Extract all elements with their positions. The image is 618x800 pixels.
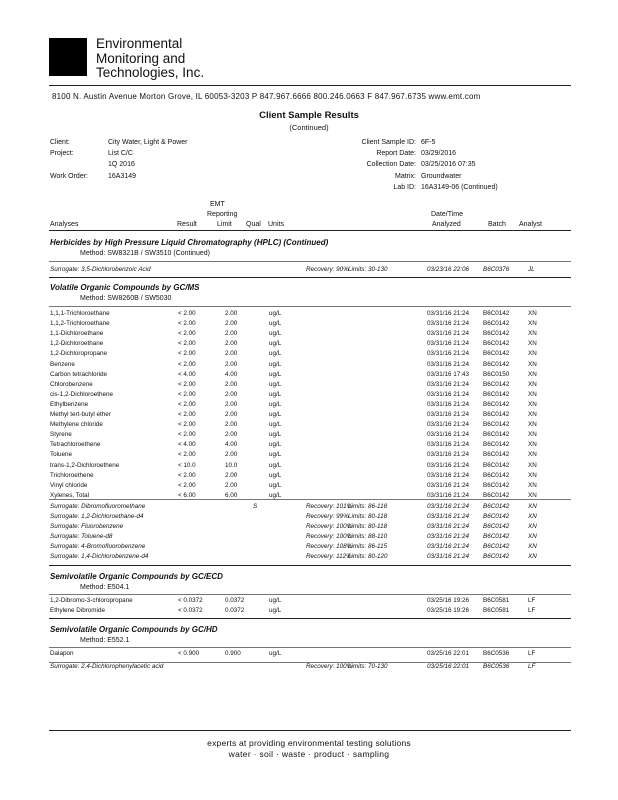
sample-id-label: Client Sample ID: — [361, 139, 416, 146]
cell-analyte: Surrogate: Toluene-d8 — [50, 533, 113, 540]
cell-date: 03/31/16 21:24 — [427, 503, 470, 510]
cell-units: ug/L — [269, 360, 282, 368]
cell-limit: 2.00 — [225, 481, 238, 489]
cell-analyte: Toluene — [50, 451, 73, 459]
cell-analyst: XN — [528, 553, 537, 560]
cell-result: < 0.900 — [178, 650, 200, 657]
header-rule — [49, 85, 571, 86]
cell-date: 03/31/16 21:24 — [427, 533, 470, 540]
cell-result: < 10.0 — [178, 461, 196, 469]
cell-analyst: XN — [528, 390, 537, 398]
cell-result: < 2.00 — [178, 400, 196, 408]
cell-result: < 2.00 — [178, 421, 196, 429]
cell-date: 03/31/16 21:24 — [427, 350, 470, 358]
cell-batch: B6C0142 — [483, 340, 510, 348]
cell-analyte: Ethylene Dibromide — [50, 607, 105, 614]
cell-analyst: XN — [528, 400, 537, 408]
project-value: 1Q 2016 — [108, 161, 135, 168]
cell-batch: B6C0142 — [483, 441, 510, 449]
surrogate-row — [0, 543, 618, 552]
cell-limit: 4.00 — [225, 441, 238, 449]
cell-date: 03/31/16 17:43 — [427, 370, 470, 378]
cell-limit: 6.00 — [225, 491, 238, 499]
cell-result: < 2.00 — [178, 330, 196, 338]
table-row — [0, 472, 618, 481]
cell-analyst: XN — [528, 320, 537, 328]
cell-analyst: XN — [528, 411, 537, 418]
cell-limit: 2.00 — [225, 310, 238, 317]
cell-limits: Limits: 88-110 — [348, 533, 388, 540]
cell-result: < 2.00 — [178, 481, 196, 489]
cell-units: ug/L — [269, 340, 282, 348]
table-row — [0, 431, 618, 440]
cell-result: < 2.00 — [178, 310, 196, 317]
cell-limit: 2.00 — [225, 411, 238, 418]
cell-limit: 2.00 — [225, 471, 238, 479]
table-row — [0, 482, 618, 491]
work-order-value: 16A3149 — [108, 173, 137, 180]
cell-analyte: 1,1,2-Trichloroethane — [50, 320, 110, 328]
table-row — [0, 391, 618, 400]
cell-units: ug/L — [269, 441, 282, 449]
cell-analyst: XN — [528, 481, 537, 489]
cell-date: 03/31/16 21:24 — [427, 411, 470, 418]
cell-analyte: cis-1,2-Dichloroethene — [50, 390, 113, 398]
cell-batch: B6C0142 — [483, 523, 510, 530]
cell-batch: B6C0142 — [483, 431, 510, 439]
col-limit: Limit — [217, 221, 232, 228]
cell-batch: B6C0142 — [483, 491, 510, 499]
cell-batch: B6C0142 — [483, 451, 510, 459]
table-row — [0, 462, 618, 471]
cell-analyte: 1,2-Dichloroethane — [50, 340, 104, 348]
cell-limit: 2.00 — [225, 320, 238, 328]
cell-date: 03/31/16 21:24 — [427, 543, 470, 550]
cell-result: < 4.00 — [178, 370, 196, 378]
method-label: Method: SW8321B / SW3510 (Continued) — [80, 250, 210, 257]
cell-date: 03/31/16 21:24 — [427, 471, 470, 479]
table-row — [0, 381, 618, 390]
cell-date: 03/31/16 21:24 — [427, 310, 470, 317]
cell-result: < 4.00 — [178, 441, 196, 449]
cell-units: ug/L — [269, 411, 282, 418]
cell-analyst: LF — [528, 650, 536, 657]
cell-recovery: Recovery: 101% — [306, 503, 353, 510]
cell-units: ug/L — [269, 320, 282, 328]
table-row — [0, 310, 618, 319]
cell-recovery: Recovery: 90% — [306, 266, 349, 273]
method-label: Method: E504.1 — [80, 584, 130, 591]
cell-limits: Limits: 80-118 — [348, 523, 388, 530]
cell-date: 03/31/16 21:24 — [427, 431, 470, 439]
cell-analyst: LF — [528, 663, 536, 670]
cell-analyst: XN — [528, 340, 537, 348]
cell-date: 03/25/16 19:26 — [427, 607, 470, 614]
company-name-line: Monitoring and — [96, 50, 186, 66]
cell-limits: Limits: 86-115 — [348, 543, 388, 550]
cell-result: < 2.00 — [178, 380, 196, 388]
cell-analyst: XN — [528, 523, 537, 530]
cell-batch: B6C0142 — [483, 421, 510, 429]
cell-analyte: Dalapon — [50, 650, 74, 657]
cell-analyte: Methylene chloride — [50, 421, 103, 429]
company-address: 8100 N. Austin Avenue Morton Grove, IL 60053-3203 P 847.967.6666 800.246.0663 F 847.967.6735 www.emt.com — [52, 92, 481, 101]
project-value: List C/C — [108, 150, 133, 157]
cell-batch: B6C0150 — [483, 370, 510, 378]
footer-tagline: experts at providing environmental testing solutions — [207, 738, 411, 748]
section-title: Semivolatile Organic Compounds by GC/ECD — [50, 572, 223, 581]
cell-units: ug/L — [269, 380, 282, 388]
surrogate-row — [0, 523, 618, 532]
cell-analyst: LF — [528, 597, 536, 604]
cell-limit: 2.00 — [225, 350, 238, 358]
cell-analyst: JL — [528, 266, 535, 273]
cell-result: < 6.00 — [178, 491, 196, 499]
cell-analyte: Vinyl chloride — [50, 481, 88, 489]
cell-recovery: Recovery: 112% — [306, 553, 352, 560]
cell-analyte: Surrogate: Fluorobenzene — [50, 523, 124, 530]
cell-units: ug/L — [269, 481, 282, 489]
cell-batch: B6C0581 — [483, 597, 510, 604]
cell-date: 03/31/16 21:24 — [427, 451, 470, 459]
table-row — [0, 340, 618, 349]
table-row — [0, 607, 618, 616]
cell-result: < 2.00 — [178, 350, 196, 358]
cell-date: 03/31/16 21:24 — [427, 390, 470, 398]
section-rule — [49, 618, 571, 619]
table-row — [0, 401, 618, 410]
cell-analyst: XN — [528, 543, 537, 550]
cell-date: 03/31/16 21:24 — [427, 441, 470, 449]
cell-date: 03/31/16 21:24 — [427, 461, 470, 469]
cell-date: 03/31/16 21:24 — [427, 513, 470, 520]
cell-units: ug/L — [269, 330, 282, 338]
row-rule — [49, 647, 571, 648]
cell-result: < 2.00 — [178, 451, 196, 459]
cell-analyte: trans-1,2-Dichloroethene — [50, 461, 120, 469]
cell-batch: B6C0142 — [483, 471, 510, 479]
cell-limit: 2.00 — [225, 400, 238, 408]
table-row — [0, 320, 618, 329]
surrogate-rule — [49, 499, 571, 500]
cell-units: ug/L — [269, 400, 282, 408]
row-rule — [49, 594, 571, 595]
cell-limits: Limits: 80-118 — [348, 513, 388, 520]
cell-analyte: Chlorobenzene — [50, 380, 93, 388]
cell-limits: Limits: 30-130 — [348, 266, 388, 273]
cell-result: < 0.0372 — [178, 607, 203, 614]
company-name-line: Technologies, Inc. — [96, 65, 205, 80]
cell-limits: Limits: 86-118 — [348, 503, 388, 510]
cell-units: ug/L — [269, 390, 282, 398]
matrix-label: Matrix: — [395, 173, 416, 180]
table-row — [0, 597, 618, 606]
cell-date: 03/31/16 21:24 — [427, 491, 470, 499]
col-analyzed: Analyzed — [432, 221, 461, 228]
cell-result: < 2.00 — [178, 360, 196, 368]
cell-limits: Limits: 70-130 — [348, 663, 388, 670]
report-date-label: Report Date: — [376, 150, 416, 157]
cell-result: < 2.00 — [178, 390, 196, 398]
company-name — [96, 37, 276, 81]
cell-result: < 2.00 — [178, 471, 196, 479]
cell-analyte: Methyl tert-butyl ether — [50, 411, 111, 418]
cell-date: 03/31/16 21:24 — [427, 400, 470, 408]
section-rule — [49, 277, 571, 278]
surrogate-row — [0, 266, 618, 275]
col-datetime: Date/Time — [431, 211, 464, 218]
client-label: Client: — [50, 139, 70, 146]
cell-units: ug/L — [269, 461, 282, 469]
cell-analyte: Surrogate: Dibromofluoromethane — [50, 503, 146, 510]
cell-analyst: LF — [528, 607, 536, 614]
cell-analyte: Ethylbenzene — [50, 400, 89, 408]
col-emt: EMT — [210, 201, 225, 208]
cell-recovery: Recovery: 100% — [306, 533, 353, 540]
lab-id-value: 16A3149-06 (Continued) — [421, 184, 498, 191]
cell-recovery: Recovery: 99% — [306, 513, 349, 520]
cell-units: ug/L — [269, 421, 282, 429]
cell-analyte: Carbon tetrachloride — [50, 370, 108, 378]
cell-limit: 0.900 — [225, 650, 241, 657]
cell-date: 03/31/16 21:24 — [427, 421, 470, 429]
cell-limit: 2.00 — [225, 390, 238, 398]
cell-date: 03/31/16 21:24 — [427, 523, 470, 530]
cell-limits: Limits: 80-120 — [348, 553, 388, 560]
cell-analyst: XN — [528, 471, 537, 479]
cell-analyst: XN — [528, 533, 537, 540]
cell-analyst: XN — [528, 330, 537, 338]
cell-batch: B6C0142 — [483, 330, 510, 338]
surrogate-row — [0, 513, 618, 522]
cell-analyst: XN — [528, 491, 537, 499]
table-row — [0, 330, 618, 339]
work-order-label: Work Order: — [50, 173, 88, 180]
cell-analyte: Trichloroethene — [50, 471, 94, 479]
cell-units: ug/L — [269, 491, 282, 499]
cell-analyte: 1,1,1-Trichloroethane — [50, 310, 110, 317]
cell-analyst: XN — [528, 360, 537, 368]
col-analyst: Analyst — [519, 221, 542, 228]
cell-batch: B6C0536 — [483, 650, 510, 657]
cell-result: < 2.00 — [178, 431, 196, 439]
footer-services: water · soil · waste · product · sampling — [228, 749, 390, 759]
cell-batch: B6C0142 — [483, 503, 510, 510]
cell-analyst: XN — [528, 380, 537, 388]
cell-date: 03/31/16 21:24 — [427, 553, 470, 560]
cell-batch: B6C0142 — [483, 360, 510, 368]
collection-date-label: Collection Date: — [366, 161, 416, 168]
footer-rule — [49, 730, 571, 731]
row-rule — [49, 306, 571, 307]
cell-limit: 0.0372 — [225, 597, 245, 604]
cell-analyst: XN — [528, 431, 537, 439]
project-label: Project: — [50, 150, 74, 157]
cell-date: 03/31/16 21:24 — [427, 360, 470, 368]
cell-limit: 4.00 — [225, 370, 238, 378]
cell-date: 03/31/16 21:24 — [427, 320, 470, 328]
company-name-line: Environmental — [96, 36, 183, 51]
table-row — [0, 441, 618, 450]
table-row — [0, 451, 618, 460]
cell-qual: S — [253, 503, 258, 510]
cell-analyst: XN — [528, 441, 537, 449]
cell-limit: 2.00 — [225, 431, 238, 439]
table-row — [0, 361, 618, 370]
cell-units: ug/L — [269, 650, 282, 657]
cell-analyst: XN — [528, 503, 537, 510]
method-label: Method: SW8260B / SW5030 — [80, 295, 172, 302]
cell-limit: 2.00 — [225, 330, 238, 338]
cell-recovery: Recovery: 100% — [306, 523, 353, 530]
cell-units: ug/L — [269, 350, 282, 358]
cell-units: ug/L — [269, 431, 282, 439]
cell-analyte: Surrogate: 1,4-Dichlorobenzene-d4 — [50, 553, 149, 560]
cell-batch: B6C0142 — [483, 461, 510, 469]
cell-analyst: XN — [528, 370, 537, 378]
cell-date: 03/23/16 22:06 — [427, 266, 470, 273]
cell-units: ug/L — [269, 597, 282, 604]
cell-result: < 2.00 — [178, 411, 196, 418]
section-title: Semivolatile Organic Compounds by GC/HD — [50, 625, 218, 634]
table-row — [0, 350, 618, 359]
cell-analyte: Surrogate: 1,2-Dichloroethane-d4 — [50, 513, 144, 520]
section-title: Herbicides by High Pressure Liquid Chromatography (HPLC) (Continued) — [50, 238, 329, 247]
cell-limit: 2.00 — [225, 360, 238, 368]
cell-analyte: 1,2-Dichloropropane — [50, 350, 108, 358]
cell-units: ug/L — [269, 310, 282, 317]
section-title: Volatile Organic Compounds by GC/MS — [50, 283, 200, 292]
col-result: Result — [177, 221, 197, 228]
surrogate-row — [0, 553, 618, 562]
cell-date: 03/31/16 21:24 — [427, 330, 470, 338]
cell-date: 03/25/16 22:01 — [427, 663, 470, 670]
cell-date: 03/31/16 21:24 — [427, 380, 470, 388]
cell-batch: B6C0142 — [483, 411, 510, 418]
row-rule — [49, 261, 571, 262]
cell-analyte: Surrogate: 2,4-Dichlorophenylacetic acid — [50, 663, 164, 670]
cell-batch: B6C0142 — [483, 350, 510, 358]
page-subtitle: (Continued) — [289, 123, 329, 132]
page-title: Client Sample Results — [259, 110, 359, 121]
cell-analyst: XN — [528, 421, 537, 429]
col-batch: Batch — [488, 221, 506, 228]
cell-analyte: Xylenes, Total — [50, 491, 90, 499]
cell-limit: 2.00 — [225, 451, 238, 459]
cell-analyte: Surrogate: 4-Bromofluorobenzene — [50, 543, 146, 550]
col-analyses: Analyses — [50, 221, 79, 228]
cell-batch: B6C0581 — [483, 607, 510, 614]
cell-batch: B6C0142 — [483, 400, 510, 408]
section-rule — [49, 565, 571, 566]
cell-analyte: Tetrachloroethene — [50, 441, 101, 449]
table-row — [0, 371, 618, 380]
cell-analyst: XN — [528, 461, 537, 469]
cell-result: < 2.00 — [178, 320, 196, 328]
cell-date: 03/31/16 21:24 — [427, 340, 470, 348]
column-header-rule — [49, 230, 571, 231]
client-value: City Water, Light & Power — [108, 139, 188, 146]
cell-analyte: 1,1-Dichloroethane — [50, 330, 104, 338]
cell-batch: B6C0376 — [483, 266, 510, 273]
cell-analyst: XN — [528, 310, 537, 317]
sample-id-value: 6F-5 — [421, 139, 436, 146]
cell-batch: B6C0142 — [483, 310, 510, 317]
table-row — [0, 411, 618, 420]
cell-analyte: 1,2-Dibromo-3-chloropropane — [50, 597, 133, 604]
method-label: Method: E552.1 — [80, 637, 130, 644]
cell-analyst: XN — [528, 451, 537, 459]
cell-analyte: Benzene — [50, 360, 75, 368]
report-date-value: 03/29/2016 — [421, 150, 457, 157]
lab-id-label: Lab ID: — [393, 184, 416, 191]
cell-units: ug/L — [269, 471, 282, 479]
cell-recovery: Recovery: 108% — [306, 543, 353, 550]
cell-units: ug/L — [269, 451, 282, 459]
matrix-value: Groundwater — [421, 173, 462, 180]
cell-batch: B6C0142 — [483, 543, 510, 550]
col-units: Units — [268, 221, 284, 228]
surrogate-row — [0, 663, 618, 672]
cell-batch: B6C0536 — [483, 663, 510, 670]
cell-batch: B6C0142 — [483, 320, 510, 328]
cell-analyst: XN — [528, 513, 537, 520]
cell-date: 03/25/16 22:01 — [427, 650, 470, 657]
cell-limit: 2.00 — [225, 380, 238, 388]
cell-limit: 0.0372 — [225, 607, 245, 614]
col-qual: Qual — [246, 221, 261, 228]
cell-batch: B6C0142 — [483, 390, 510, 398]
surrogate-row — [0, 533, 618, 542]
cell-analyte: Surrogate: 3,5-Dichlorobenzoic Acid — [50, 266, 151, 273]
col-reporting: Reporting — [207, 211, 238, 218]
company-logo — [49, 38, 87, 76]
cell-batch: B6C0142 — [483, 380, 510, 388]
cell-limit: 10.0 — [225, 461, 238, 469]
cell-date: 03/25/16 19:26 — [427, 597, 470, 604]
table-row — [0, 421, 618, 430]
cell-analyte: Styrene — [50, 431, 72, 439]
cell-units: ug/L — [269, 370, 282, 378]
cell-batch: B6C0142 — [483, 481, 510, 489]
cell-analyst: XN — [528, 350, 537, 358]
surrogate-row — [0, 503, 618, 512]
cell-result: < 0.0372 — [178, 597, 203, 604]
cell-limit: 2.00 — [225, 340, 238, 348]
cell-batch: B6C0142 — [483, 533, 510, 540]
collection-date-value: 03/25/2016 07:35 — [421, 161, 476, 168]
cell-result: < 2.00 — [178, 340, 196, 348]
cell-batch: B6C0142 — [483, 513, 510, 520]
cell-batch: B6C0142 — [483, 553, 510, 560]
cell-limit: 2.00 — [225, 421, 238, 429]
table-row — [0, 650, 618, 659]
cell-date: 03/31/16 21:24 — [427, 481, 470, 489]
cell-units: ug/L — [269, 607, 282, 614]
cell-recovery: Recovery: 100% — [306, 663, 353, 670]
